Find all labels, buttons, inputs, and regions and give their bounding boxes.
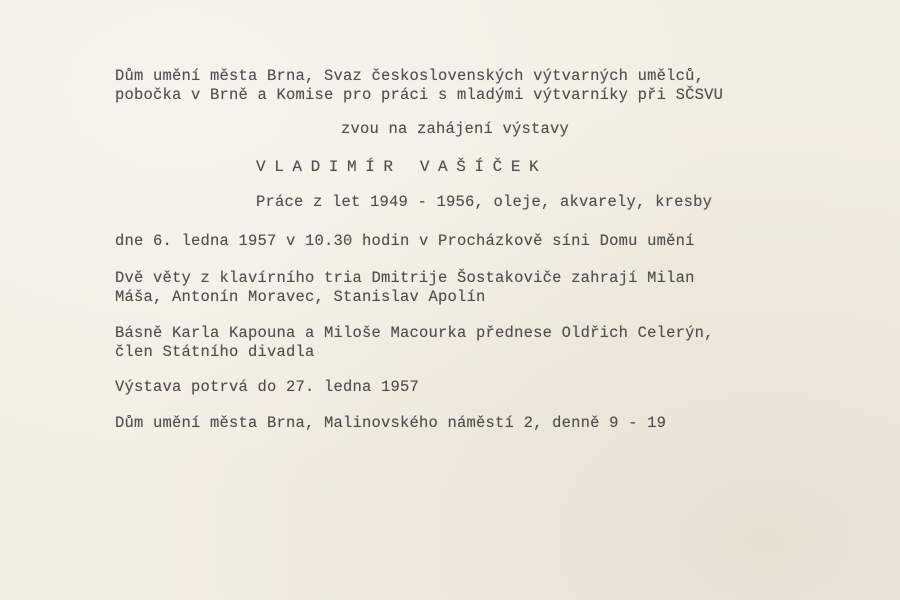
address-hours-line: Dům umění města Brna, Malinovského náměstí 2, denně 9 - 19 [115,414,667,432]
music-program-line-1: Dvě věty z klavírního tria Dmitrije Šostakoviče zahrají Milan [115,269,695,287]
invitation-header-line-1: Dům umění města Brna, Svaz československých výtvarných umělců, [115,67,705,85]
invitation-intro-line: zvou na zahájení výstavy [341,120,570,138]
poetry-program-line-2: člen Státního divadla [115,343,315,361]
works-description-line: Práce z let 1949 - 1956, oleje, akvarely, kresby [256,193,713,211]
artist-name: VLADIMÍR VAŠÍČEK [256,158,548,176]
exhibition-duration-line: Výstava potrvá do 27. ledna 1957 [115,378,420,396]
date-venue-line: dne 6. ledna 1957 v 10.30 hodin v Procházkově síni Domu umění [115,232,695,250]
music-program-line-2: Máša, Antonín Moravec, Stanislav Apolín [115,288,486,306]
invitation-header-line-2: pobočka v Brně a Komise pro práci s mladými výtvarníky při SČSVU [115,86,724,104]
poetry-program-line-1: Básně Karla Kapouna a Miloše Macourka přednese Oldřich Celerýn, [115,324,714,342]
